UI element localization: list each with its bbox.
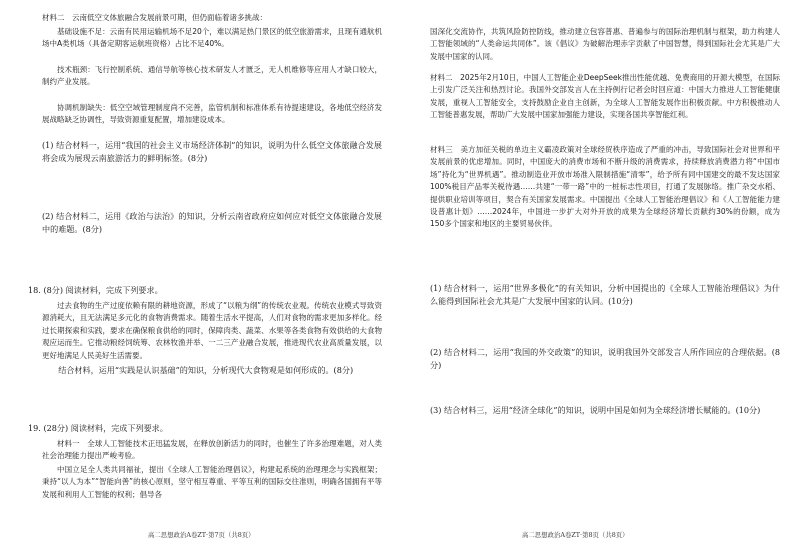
question-19-3: (3) 结合材料三，运用“经济全球化”的知识，说明中国是如何为全球经济增长赋能的。(10分) xyxy=(430,405,761,415)
question-19-2: (2) 结合材料二，运用“我国的外交政策”的知识，说明我国外交部发言人所作回应的合理依据。(8分) xyxy=(430,347,780,370)
question-19-material-1: 材料一 全球人工智能技术正迅猛发展，在释放创新活力的同时，也催生了许多治理难题，对人类社会治理能力提出严峻考验。 xyxy=(42,439,382,461)
material-2-coordination: 协调机制缺失：低空空域管理制度尚不完善，监管机制和标准体系有待提速建设，各地低空经济发展战略缺乏协调性，导致资源重复配置，增加建设成本。 xyxy=(42,103,382,125)
material-2-infrastructure: 基础设施不足：云南有民用运输机场不足20个，难以满足热门景区的低空旅游需求，且现有通航机场中A类机场（具备定期客运航班资格）占比不足40%。 xyxy=(42,27,382,49)
question-19-1: (1) 结合材料一，运用“世界多极化”的有关知识，分析中国提出的《全球人工智能治理倡议》为什么能得到国际社会尤其是广大发展中国家的认同。(10分) xyxy=(430,283,780,306)
question-18-material: 过去食物的生产过度依赖有限的耕地资源，形成了“以粮为纲”的传统农业观。传统农业模式导致资源消耗大，且无法满足多元化的食物消费需求。随着生活水平提高，人们对食物的需求更加多样化。经过长期探索和实践，要求在确保粮食供给的同时，保障肉类、蔬菜、水果等各类食物有效供给的大食物观应运而生。它推动粮经饲统筹、农林牧渔并举、一二三产业融合发展，推进现代农业高质量发展，以更好地满足人民美好生活需要。 xyxy=(42,301,382,360)
material-3-globalization: 材料三 美方加征关税的单边主义霸凌政策对全球经贸秩序造成了严重的冲击，导致国际社会对世界和平发展前景的优虑增加。同时，中国庞大的消费市场和不断升级的消费需求，持续释放消费潜力将“中国市场”持化为“世界机遇”。推动制造业开放市场准入限制措施“清零”，给予所有同中国建交的最不发达国家100%税目产品零关税待遇……共建“一带一路”中的一桩标志性项目，打通了发展脉络。推广杂交水稻、提供职业培训等项目，契合有关国家发展需求。中国提出《全球人工智能治理倡议》和《人工智能能力建设普惠计划》……2024年，中国进一步扩大对外开放的成果为全球经济增长贡献约30%的份额，成为150多个国家和地区的主要贸易伙伴。 xyxy=(430,145,780,229)
material-1-continued: 国深化交流协作，共筑风险防控防线，推动建立包容普惠、普遍参与的国际治理机制与框架，助力构建人工智能领域的“人类命运共同体”。该《倡议》为破解治理赤字贡献了中国智慧，得到国际社会尤其是广大发展中国家的认同。 xyxy=(430,27,780,61)
question-17-2: (2) 结合材料二，运用《政治与法治》的知识，分析云南省政府应如何应对低空文体旅融合发展中的难题。(8分) xyxy=(42,211,382,234)
page-7-footer: 高二思想政治A卷ZT·第7页（共8页） xyxy=(148,531,255,539)
material-2-technology: 技术瓶颈：飞行控制系统、通信导航等核心技术研发人才匮乏，无人机维修等应用人才缺口较大，制约产业发展。 xyxy=(42,65,382,87)
material-2-lead: 材料二 云南低空文体旅融合发展前景可期，但仍面临着诸多挑战： xyxy=(42,13,267,22)
page-8-footer: 高二思想政治A卷ZT·第8页（共8页） xyxy=(522,531,629,539)
question-19-material-1-cont: 中国立足全人类共同福祉，提出《全球人工智能治理倡议》，构建起系统的治理理念与实践框架；秉持“以人为本”“智能向善”的核心原则，坚守相互尊重、平等互利的国际交往准则，明确各国拥有平等发展和利用人工智能的权利；倡导各 xyxy=(42,465,382,499)
question-18-prompt: 结合材料，运用“实践是认识基础”的知识，分析现代大食物观是如何形成的。(8分) xyxy=(58,365,354,375)
question-17-1: (1) 结合材料一，运用“我国的社会主义市场经济体制”的知识，说明为什么低空文体旅融合发展将会成为展现云南旅游活力的鲜明标签。(8分) xyxy=(42,140,382,163)
material-2-deepseek: 材料二 2025年2月10日，中国人工智能企业DeepSeek推出性能优越、免费商用的开源大模型，在国际上引发广泛关注和热烈讨论。我国外交部发言人在主持例行记者会时回应道：中国大力推进人工智能健康发展，重视人工智能安全，支持鼓励企业自主创新，为全球人工智能发展作出积极贡献。中方积极推动人工智能普惠发展，帮助广大发展中国家加强能力建设，实现各国共享智能红利。 xyxy=(430,73,780,120)
question-19-heading: 19. (28分) 阅读材料，完成下列要求。 xyxy=(28,423,168,433)
question-18-heading: 18. (8分) 阅读材料，完成下列要求。 xyxy=(28,285,163,295)
exam-page-8 xyxy=(400,0,800,550)
